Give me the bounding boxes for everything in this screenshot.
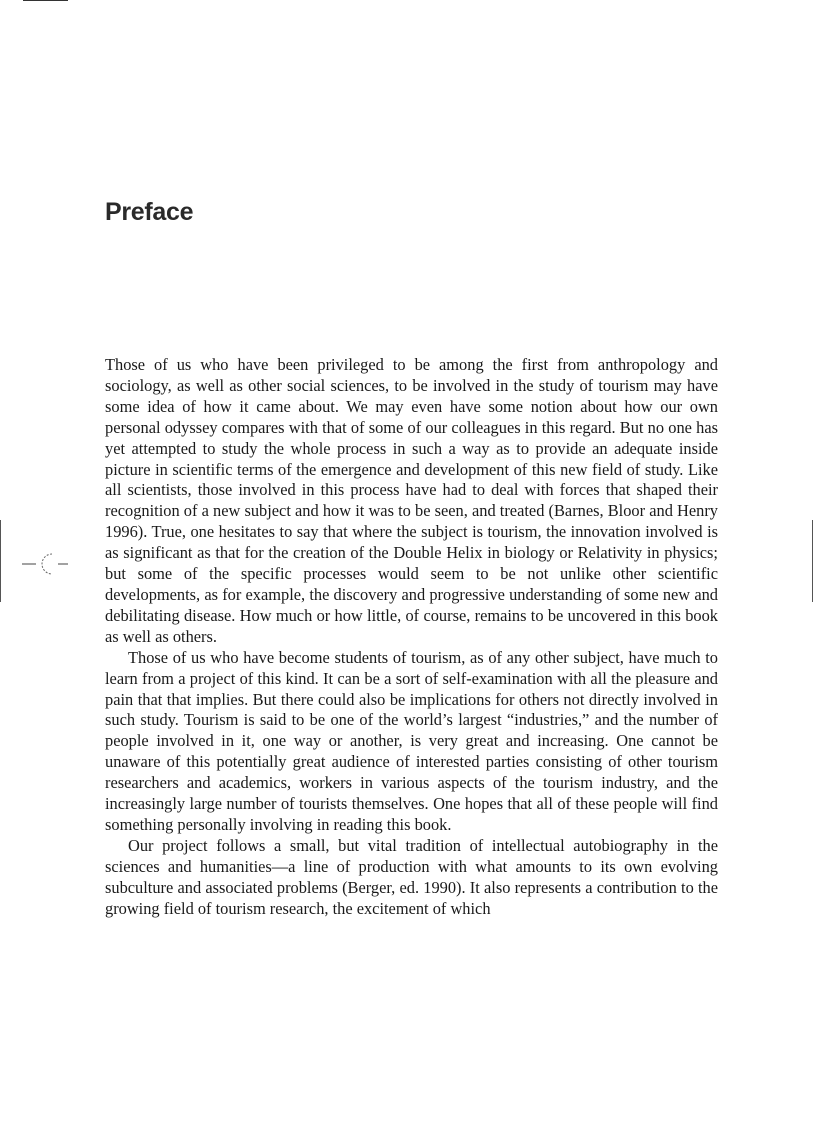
crop-mark-right xyxy=(812,520,813,602)
body-text xyxy=(105,355,718,919)
paragraph: Those of us who have been privileged to be among the first from anthropology and sociology, as well as other social sciences, to be involved in the study of tourism may have some idea of how it came about. We may even have some notion about how our own personal odyssey compares with that of some of our colleagues in this regard. But no one has yet attempted to study the whole process in such a way as to provide an adequate inside picture in scientific terms of the emergence and development of this new field of study. Like all scientists, those involved in this process have had to deal with forces that shaped their recognition of a new subject and how it was to be seen, and treated (Barnes, Bloor and Henry 1996). True, one hesitates to say that where the subject is tourism, the innovation involved is as significant as that for the creation of the Double Helix in biology or Relativity in physics; but some of the specific processes would seem to be not unlike other scientific developments, as for example, the discovery and progressive understanding of some new and debilitating disease. How much or how little, of course, remains to be uncovered in this book as well as others. xyxy=(105,355,718,646)
paragraph: Our project follows a small, but vital tradition of intellectual autobiography in the sciences and humanities—a line of production with what amounts to its own evolving subculture and associated problems (Berger, ed. 1990). It also represents a contribution to the growing field of tourism research, the excitement of which xyxy=(105,835,718,918)
paragraph: Those of us who have become students of tourism, as of any other subject, have much to learn from a project of this kind. It can be a sort of self-examination with all the pleasure and pain that that implies. But there could also be implications for others not directly involved in such study. Tourism is said to be one of the world’s largest “industries,” and the number of people involved in it, one way or another, is very great and increasing. One cannot be unaware of this potentially great audience of interested parties consisting of other tourism researchers and academics, workers in various aspects of the tourism industry, and the increasingly large number of tourists themselves. One hopes that all of these people will find something personally involving in reading this book. xyxy=(105,647,718,834)
top-rule xyxy=(23,0,68,1)
crop-mark-left xyxy=(0,520,1,602)
chapter-title: Preface xyxy=(105,198,194,226)
registration-mark-icon xyxy=(22,550,70,578)
